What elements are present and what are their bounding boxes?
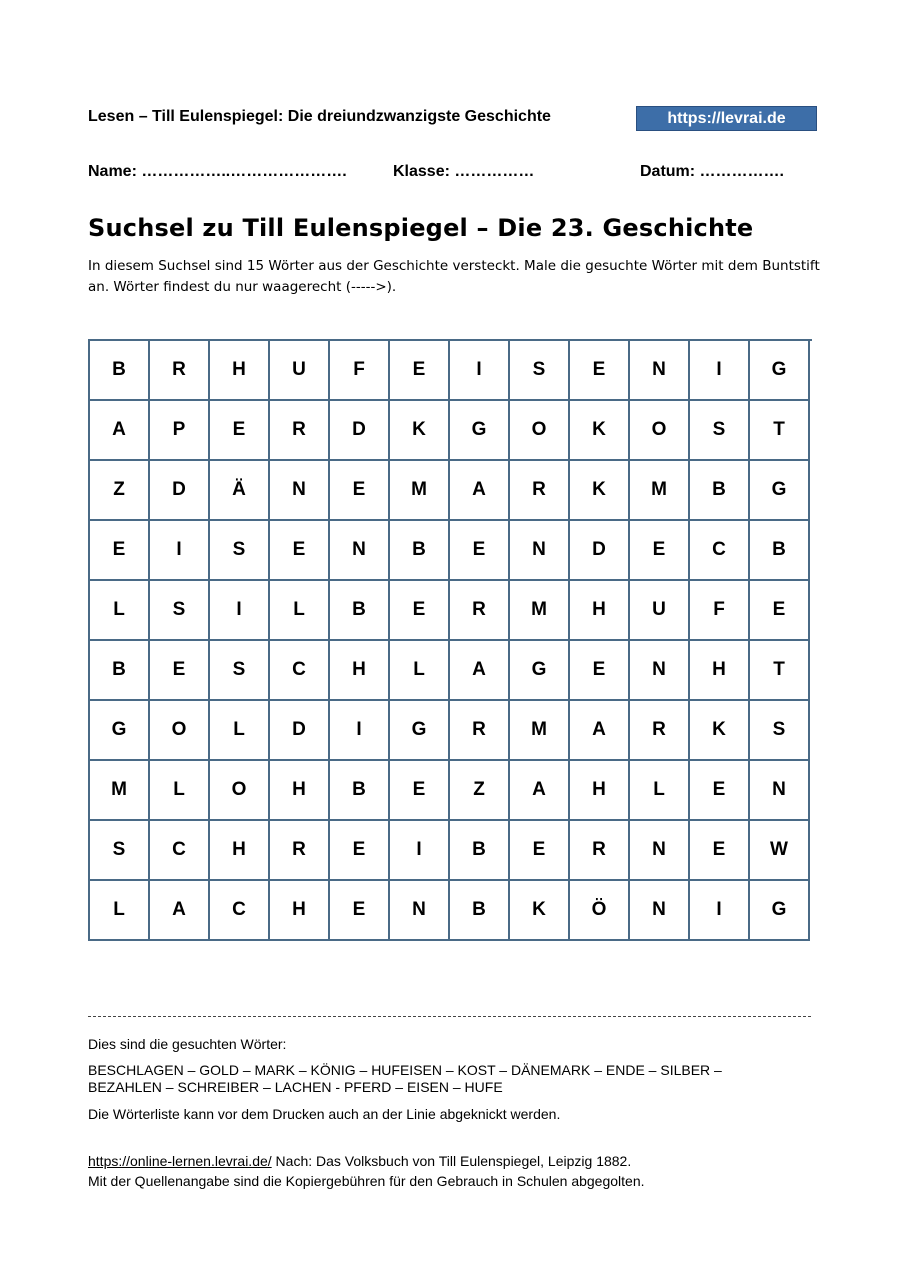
grid-cell: B [330,581,390,641]
grid-cell: L [150,761,210,821]
grid-cell: E [750,581,810,641]
grid-cell: G [90,701,150,761]
grid-cell: R [630,701,690,761]
grid-cell: E [630,521,690,581]
grid-cell: F [690,581,750,641]
grid-cell: A [450,461,510,521]
grid-cell: B [450,821,510,881]
source-block [88,1151,645,1191]
grid-cell: K [570,401,630,461]
grid-cell: B [450,881,510,941]
grid-cell: G [510,641,570,701]
grid-cell: C [270,641,330,701]
grid-cell: S [510,341,570,401]
grid-cell: B [330,761,390,821]
grid-cell: R [510,461,570,521]
grid-cell: S [150,581,210,641]
grid-cell: K [390,401,450,461]
grid-cell: S [690,401,750,461]
grid-cell: E [90,521,150,581]
grid-cell: S [210,521,270,581]
grid-cell: M [630,461,690,521]
grid-cell: H [210,341,270,401]
grid-cell: R [450,701,510,761]
copyright-note: Mit der Quellenangabe sind die Kopiergebühren für den Gebrauch in Schulen abgegolten. [88,1173,645,1189]
grid-cell: E [570,341,630,401]
grid-cell: E [330,881,390,941]
grid-cell: E [210,401,270,461]
grid-cell: B [390,521,450,581]
grid-cell: O [510,401,570,461]
grid-cell: H [270,761,330,821]
date-field: Datum: ……………. [640,163,784,180]
grid-cell: G [750,461,810,521]
grid-cell: G [390,701,450,761]
grid-cell: L [390,641,450,701]
grid-cell: E [330,461,390,521]
grid-cell: R [570,821,630,881]
grid-cell: E [390,341,450,401]
grid-cell: N [750,761,810,821]
grid-cell: E [570,641,630,701]
grid-cell: N [630,341,690,401]
grid-cell: N [630,641,690,701]
grid-cell: E [270,521,330,581]
grid-cell: I [690,881,750,941]
grid-cell: C [690,521,750,581]
grid-cell: B [90,641,150,701]
grid-cell: H [570,581,630,641]
grid-cell: S [210,641,270,701]
grid-cell: K [690,701,750,761]
word-search-grid [88,339,812,941]
grid-cell: I [690,341,750,401]
grid-cell: H [570,761,630,821]
grid-cell: A [510,761,570,821]
grid-cell: R [450,581,510,641]
grid-cell: A [150,881,210,941]
grid-cell: U [630,581,690,641]
site-link-badge[interactable]: https://levrai.de [636,106,817,131]
grid-cell: M [510,581,570,641]
grid-cell: Ä [210,461,270,521]
grid-cell: E [510,821,570,881]
grid-cell: C [150,821,210,881]
grid-cell: E [150,641,210,701]
grid-cell: I [330,701,390,761]
grid-cell: W [750,821,810,881]
grid-cell: G [750,881,810,941]
page-title: Suchsel zu Till Eulenspiegel – Die 23. Geschichte [88,214,754,242]
grid-cell: F [330,341,390,401]
grid-cell: L [90,581,150,641]
grid-cell: M [390,461,450,521]
grid-cell: G [450,401,510,461]
grid-cell: N [390,881,450,941]
grid-cell: E [450,521,510,581]
grid-cell: D [150,461,210,521]
grid-cell: E [690,821,750,881]
grid-cell: O [630,401,690,461]
grid-cell: B [90,341,150,401]
grid-cell: D [570,521,630,581]
source-line [88,1151,645,1171]
grid-cell: T [750,401,810,461]
grid-cell: O [210,761,270,821]
grid-cell: I [210,581,270,641]
grid-cell: B [750,521,810,581]
grid-cell: N [630,881,690,941]
grid-cell: N [330,521,390,581]
grid-cell: N [510,521,570,581]
word-list-line-2: BEZAHLEN – SCHREIBER – LACHEN - PFERD – EISEN – HUFE [88,1079,503,1095]
grid-cell: H [690,641,750,701]
word-list [88,1062,808,1096]
grid-cell: E [690,761,750,821]
grid-cell: H [210,821,270,881]
grid-cell: O [150,701,210,761]
grid-cell: I [450,341,510,401]
grid-cell: N [630,821,690,881]
grid-cell: H [270,881,330,941]
grid-cell: E [330,821,390,881]
grid-cell: A [570,701,630,761]
worksheet-header-title: Lesen – Till Eulenspiegel: Die dreiundzwanzigste Geschichte [88,108,551,125]
grid-cell: D [330,401,390,461]
grid-cell: D [270,701,330,761]
grid-cell: M [510,701,570,761]
grid-cell: L [210,701,270,761]
grid-cell: S [750,701,810,761]
grid-cell: I [150,521,210,581]
grid-cell: A [90,401,150,461]
grid-cell: P [150,401,210,461]
grid-cell: B [690,461,750,521]
grid-cell: Ö [570,881,630,941]
instructions-text: In diesem Suchsel sind 15 Wörter aus der Geschichte versteckt. Male die gesuchte Wörter mit dem Buntstift an. Wörter findest du nur waagerecht (----->). [88,258,820,295]
grid-cell: K [510,881,570,941]
grid-cell: L [90,881,150,941]
class-field: Klasse: …………… [393,163,535,180]
grid-cell: U [270,341,330,401]
grid-cell: S [90,821,150,881]
fold-note: Die Wörterliste kann vor dem Drucken auch an der Linie abgeknickt werden. [88,1106,561,1122]
grid-cell: A [450,641,510,701]
word-list-line-1: BESCHLAGEN – GOLD – MARK – KÖNIG – HUFEISEN – KOST – DÄNEMARK – ENDE – SILBER – [88,1062,722,1078]
grid-cell: T [750,641,810,701]
grid-cell: R [270,821,330,881]
name-field: Name: ……………..…………………. [88,163,347,180]
grid-cell: R [150,341,210,401]
grid-cell: E [390,581,450,641]
fold-divider [88,1016,811,1017]
grid-cell: E [390,761,450,821]
grid-cell: M [90,761,150,821]
word-list-intro: Dies sind die gesuchten Wörter: [88,1036,287,1052]
grid-cell: L [630,761,690,821]
grid-cell: H [330,641,390,701]
grid-cell: G [750,341,810,401]
grid-cell: K [570,461,630,521]
source-text: Nach: Das Volksbuch von Till Eulenspiegel, Leipzig 1882. [271,1153,632,1169]
grid-cell: L [270,581,330,641]
grid-cell: I [390,821,450,881]
grid-cell: C [210,881,270,941]
grid-cell: Z [90,461,150,521]
grid-cell: R [270,401,330,461]
source-link[interactable]: https://online-lernen.levrai.de/ [88,1153,272,1169]
grid-cell: N [270,461,330,521]
grid-cell: Z [450,761,510,821]
